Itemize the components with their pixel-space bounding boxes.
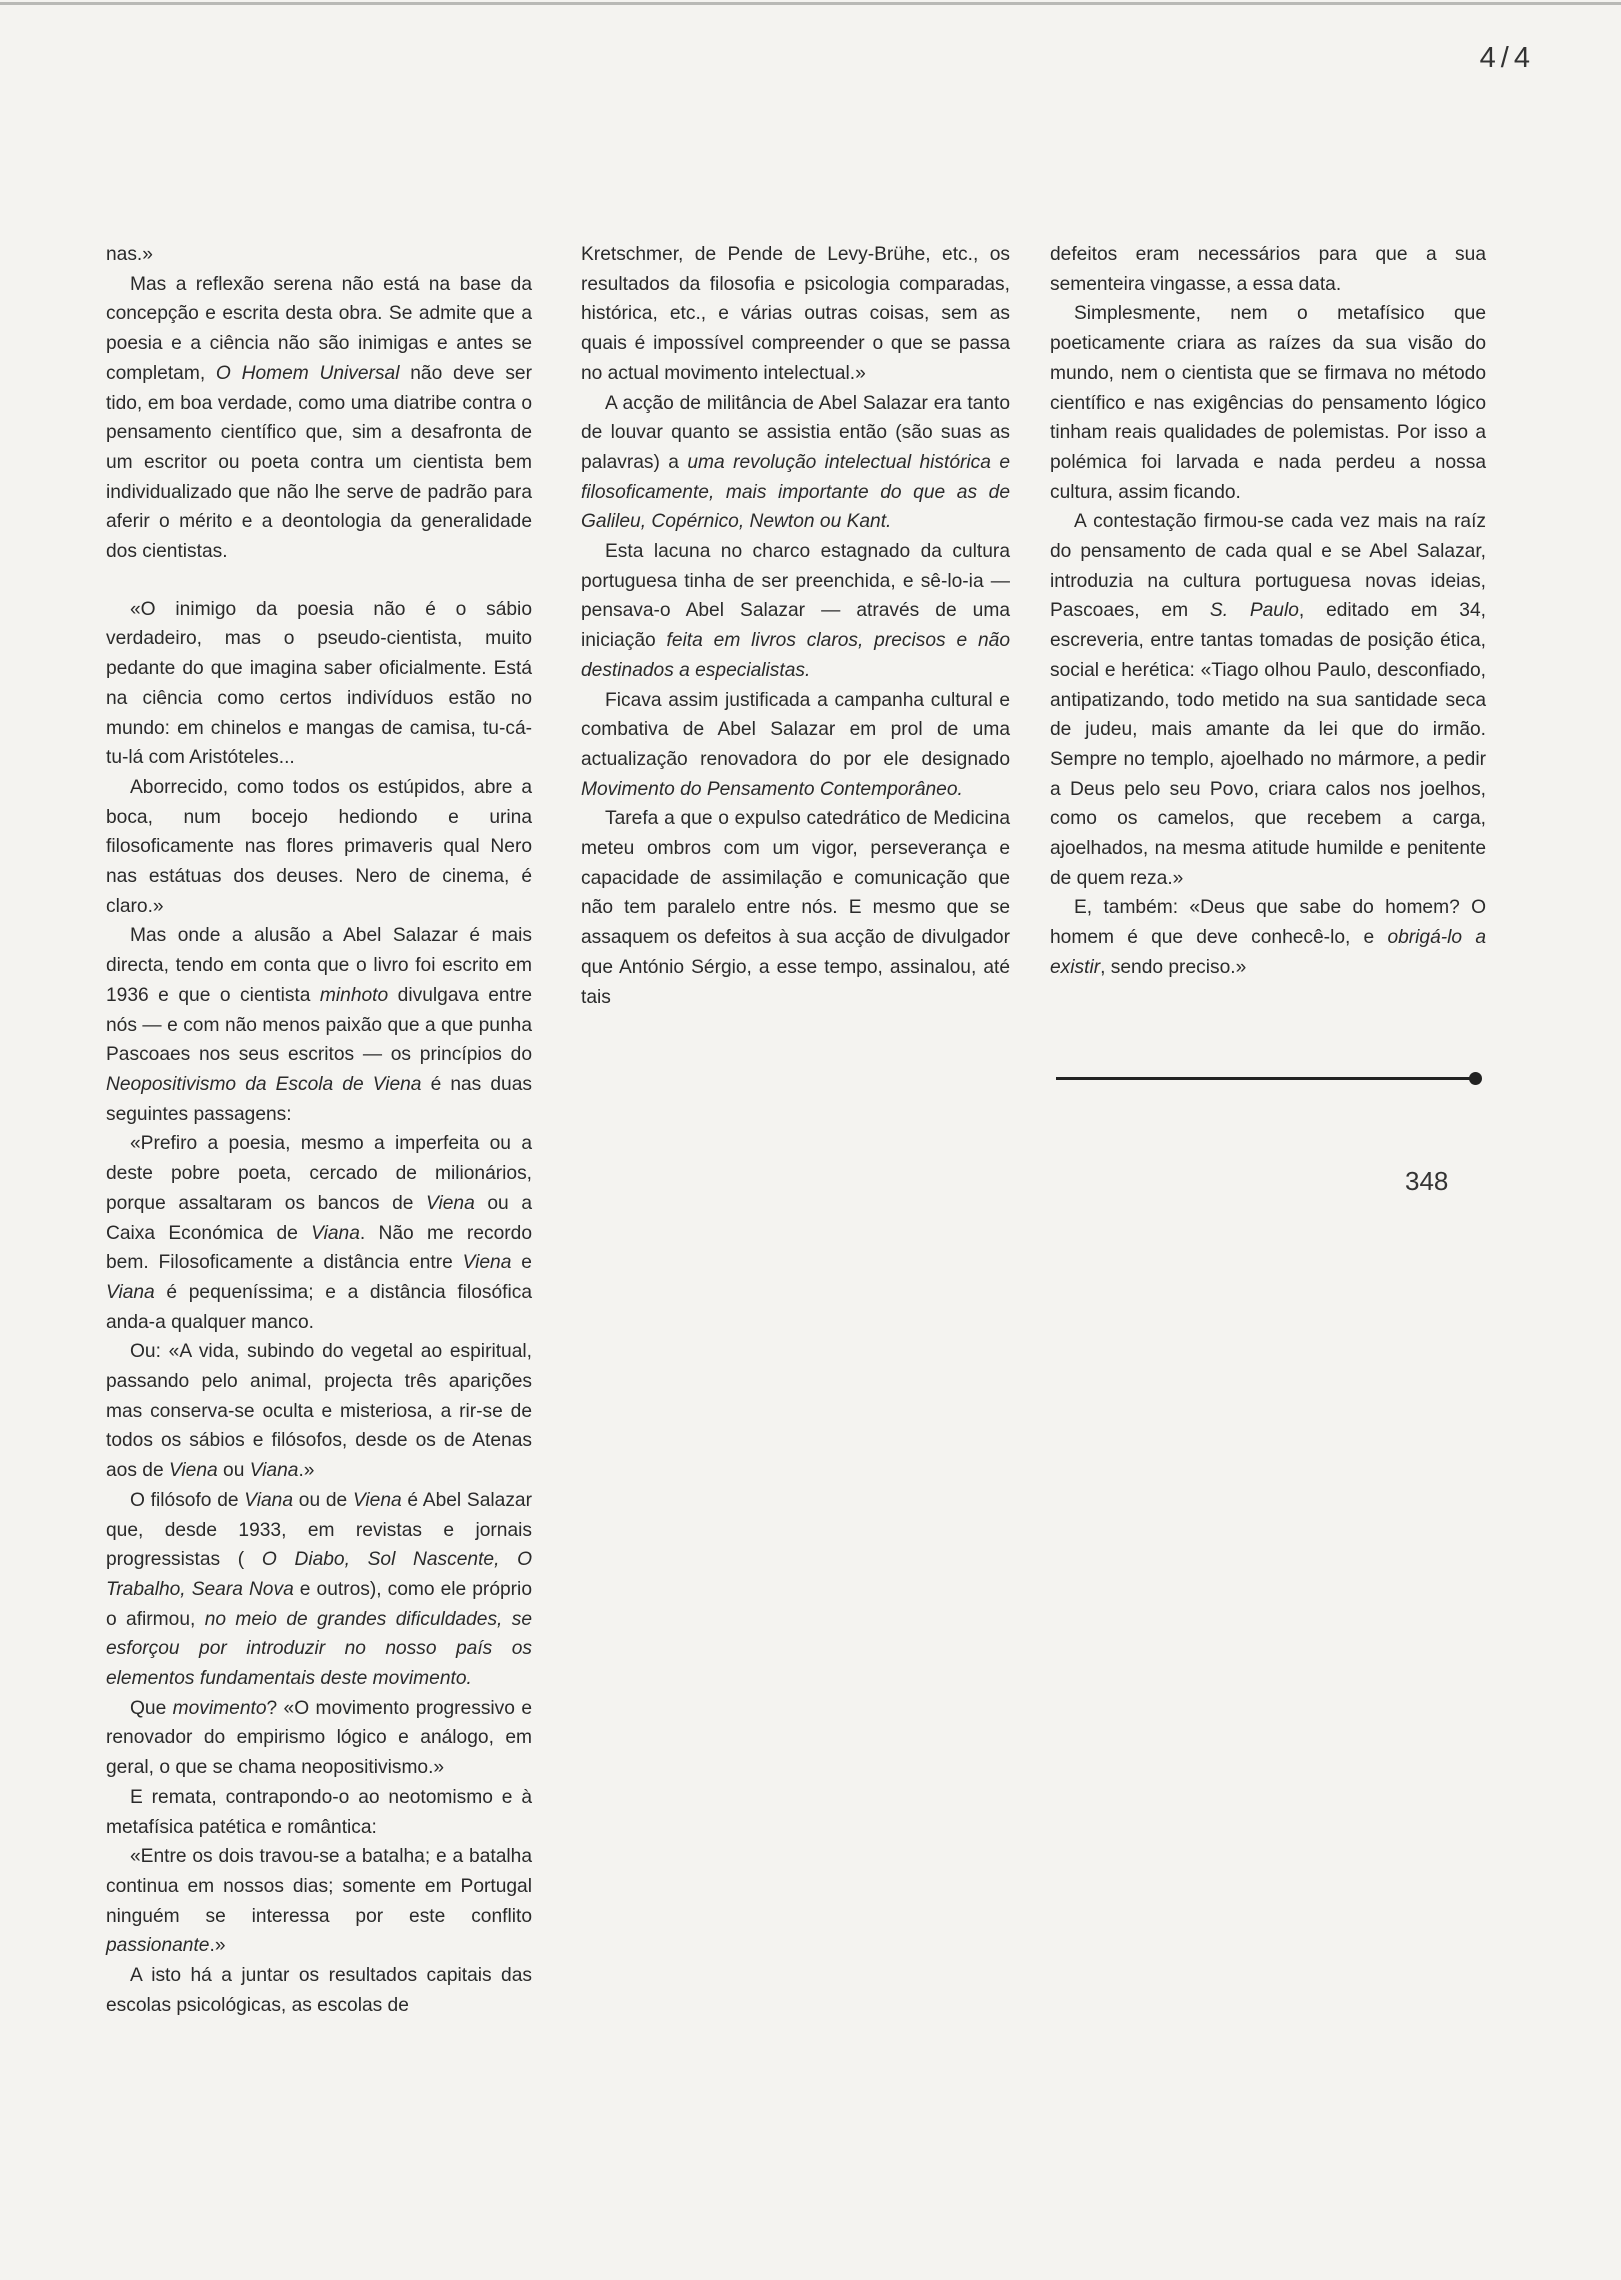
paragraph: Aborrecido, como todos os estúpidos, abre a boca, num bocejo hediondo e urina filosoficamente nas flores primaveris qual Nero nas estátuas dos deuses. Nero de cinema, é claro.» (106, 776, 532, 917)
paragraph: Que movimento? «O movimento progressivo e renovador do empirismo lógico e análogo, em geral, o que se chama neopositivismo.» (106, 1697, 532, 1779)
paragraph: Ou: «A vida, subindo do vegetal ao espiritual, passando pelo animal, projecta três aparições mas conserva-se oculta e misteriosa, a rir-se de todos os sábios e filósofos, desde os de Atenas aos de Viena ou Viana.» (106, 1341, 532, 1482)
paragraph: Tarefa a que o expulso catedrático de Medicina meteu ombros com um vigor, perseverança e capacidade de assimilação e comunicação que não tem paralelo entre nós. E mesmo que se assaquem os defeitos à sua acção de divulgador que António Sérgio, a esse tempo, assinalou, até tais (581, 808, 1010, 1008)
paragraph: Simplesmente, nem o metafísico que poeticamente criara as raízes da sua visão do mundo, nem o cientista que se firmava no método científico e nas exigências do pensamento lógico tinham reais qualidades de polemistas. Por isso a polémica foi larvada e nada perdeu a nossa cultura, assim ficando. (1050, 303, 1486, 503)
paragraph: Kretschmer, de Pende de Levy-Brühe, etc., os resultados da filosofia e psicologia comparadas, histórica, etc., e várias outras coisas, sem as quais é impossível compreender o que se passa no actual movimento intelectual.» (581, 244, 1010, 384)
paragraph: Mas a reflexão serena não está na base da concepção e escrita desta obra. Se admite que a poesia e a ciência não são inimigas e antes se completam, O Homem Universal não deve ser tido, em boa verdade, como uma diatribe contra o pensamento científico que, sim a desafronta de um escritor ou poeta contra um cientista bem individualizado que não lhe serve de padrão para aferir o mérito e a deontologia da generalidade dos cientistas. (106, 273, 532, 563)
page-reference: 4/4 (1479, 42, 1535, 74)
paragraph: nas.» (106, 244, 153, 265)
text-column-1 (106, 240, 532, 2020)
paragraph: defeitos eram necessários para que a sua sementeira vingasse, a essa data. (1050, 244, 1486, 295)
paragraph: A isto há a juntar os resultados capitais das escolas psicológicas, as escolas de (106, 1965, 532, 2016)
paragraph: O filósofo de Viana ou de Viena é Abel Salazar que, desde 1933, em revistas e jornais progressistas ( O Diabo, Sol Nascente, O Trabalho, Seara Nova e outros), como ele próprio o afirmou, no meio de grandes dificuldades, se esforçou por introduzir no nosso país os elementos fundamentais deste movimento. (106, 1489, 533, 1690)
paragraph: Esta lacuna no charco estagnado da cultura portuguesa tinha de ser preenchida, e sê-lo-ia — pensava-o Abel Salazar — através de uma iniciação feita em livros claros, precisos e não destinados a especialistas. (581, 541, 1011, 681)
end-of-article-dot (1469, 1072, 1482, 1085)
paragraph: E remata, contrapondo-o ao neotomismo e à metafísica patética e romântica: (106, 1786, 532, 1838)
paragraph: «O inimigo da poesia não é o sábio verdadeiro, mas o pseudo-cientista, muito pedante do que imagina saber oficialmente. Está na ciência como certos indivíduos estão no mundo: em chinelos e mangas de camisa, tu-cá-tu-lá com Aristóteles... (106, 598, 532, 769)
text-column-3 (1050, 240, 1486, 983)
end-of-article-rule (1056, 1077, 1476, 1080)
paragraph: A acção de militância de Abel Salazar era tanto de louvar quanto se assistia então (são suas as palavras) a uma revolução intelectual histórica e filosoficamente, mais importante do que as de Galileu, Copérnico, Newton ou Kant. (581, 392, 1010, 533)
top-scan-edge (0, 2, 1621, 5)
paragraph: Mas onde a alusão a Abel Salazar é mais directa, tendo em conta que o livro foi escrito em 1936 e que o cientista minhoto divulgava entre nós — e com não menos paixão que a que punha Pascoaes nos seus escritos — os princípios do Neopositivismo da Escola de Viena é nas duas seguintes passagens: (106, 925, 532, 1125)
paragraph: Ficava assim justificada a campanha cultural e combativa de Abel Salazar em prol de uma actualização renovadora do por ele designado Movimento do Pensamento Contemporâneo. (581, 689, 1010, 800)
paragraph: A contestação firmou-se cada vez mais na raíz do pensamento de cada qual e se Abel Salazar, introduzia na cultura portuguesa novas ideias, Pascoaes, em S. Paulo, editado em 34, escreveria, entre tantas tomadas de posição ética, social e herética: «Tiago olhou Paulo, desconfiado, antipatizando, todo metido na sua santidade seca de judeu, mais amante da lei que do irmão. Sempre no templo, ajoelhado no mármore, a pedir a Deus pelo seu Povo, criara calos nos joelhos, como os camelos, que recebem a carga, ajoelhados, na mesma atitude humilde e penitente de quem reza.» (1050, 511, 1486, 889)
paragraph: «Entre os dois travou-se a batalha; e a batalha continua em nossos dias; somente em Portugal ninguém se interessa por este conflito passionante.» (106, 1846, 532, 1957)
page-number: 348 (1405, 1166, 1449, 1196)
paragraph: «Prefiro a poesia, mesmo a imperfeita ou a deste pobre poeta, cercado de milionários, porque assaltaram os bancos de Viena ou a Caixa Económica de Viana. Não me recordo bem. Filosoficamente a distância entre Viena e Viana é pequeníssima; e a distância filosófica anda-a qualquer manco. (106, 1133, 532, 1333)
paragraph: E, também: «Deus que sabe do homem? O homem é que deve conhecê-lo, e obrigá-lo a existir, sendo preciso.» (1050, 897, 1486, 978)
text-column-2 (581, 240, 1010, 1012)
